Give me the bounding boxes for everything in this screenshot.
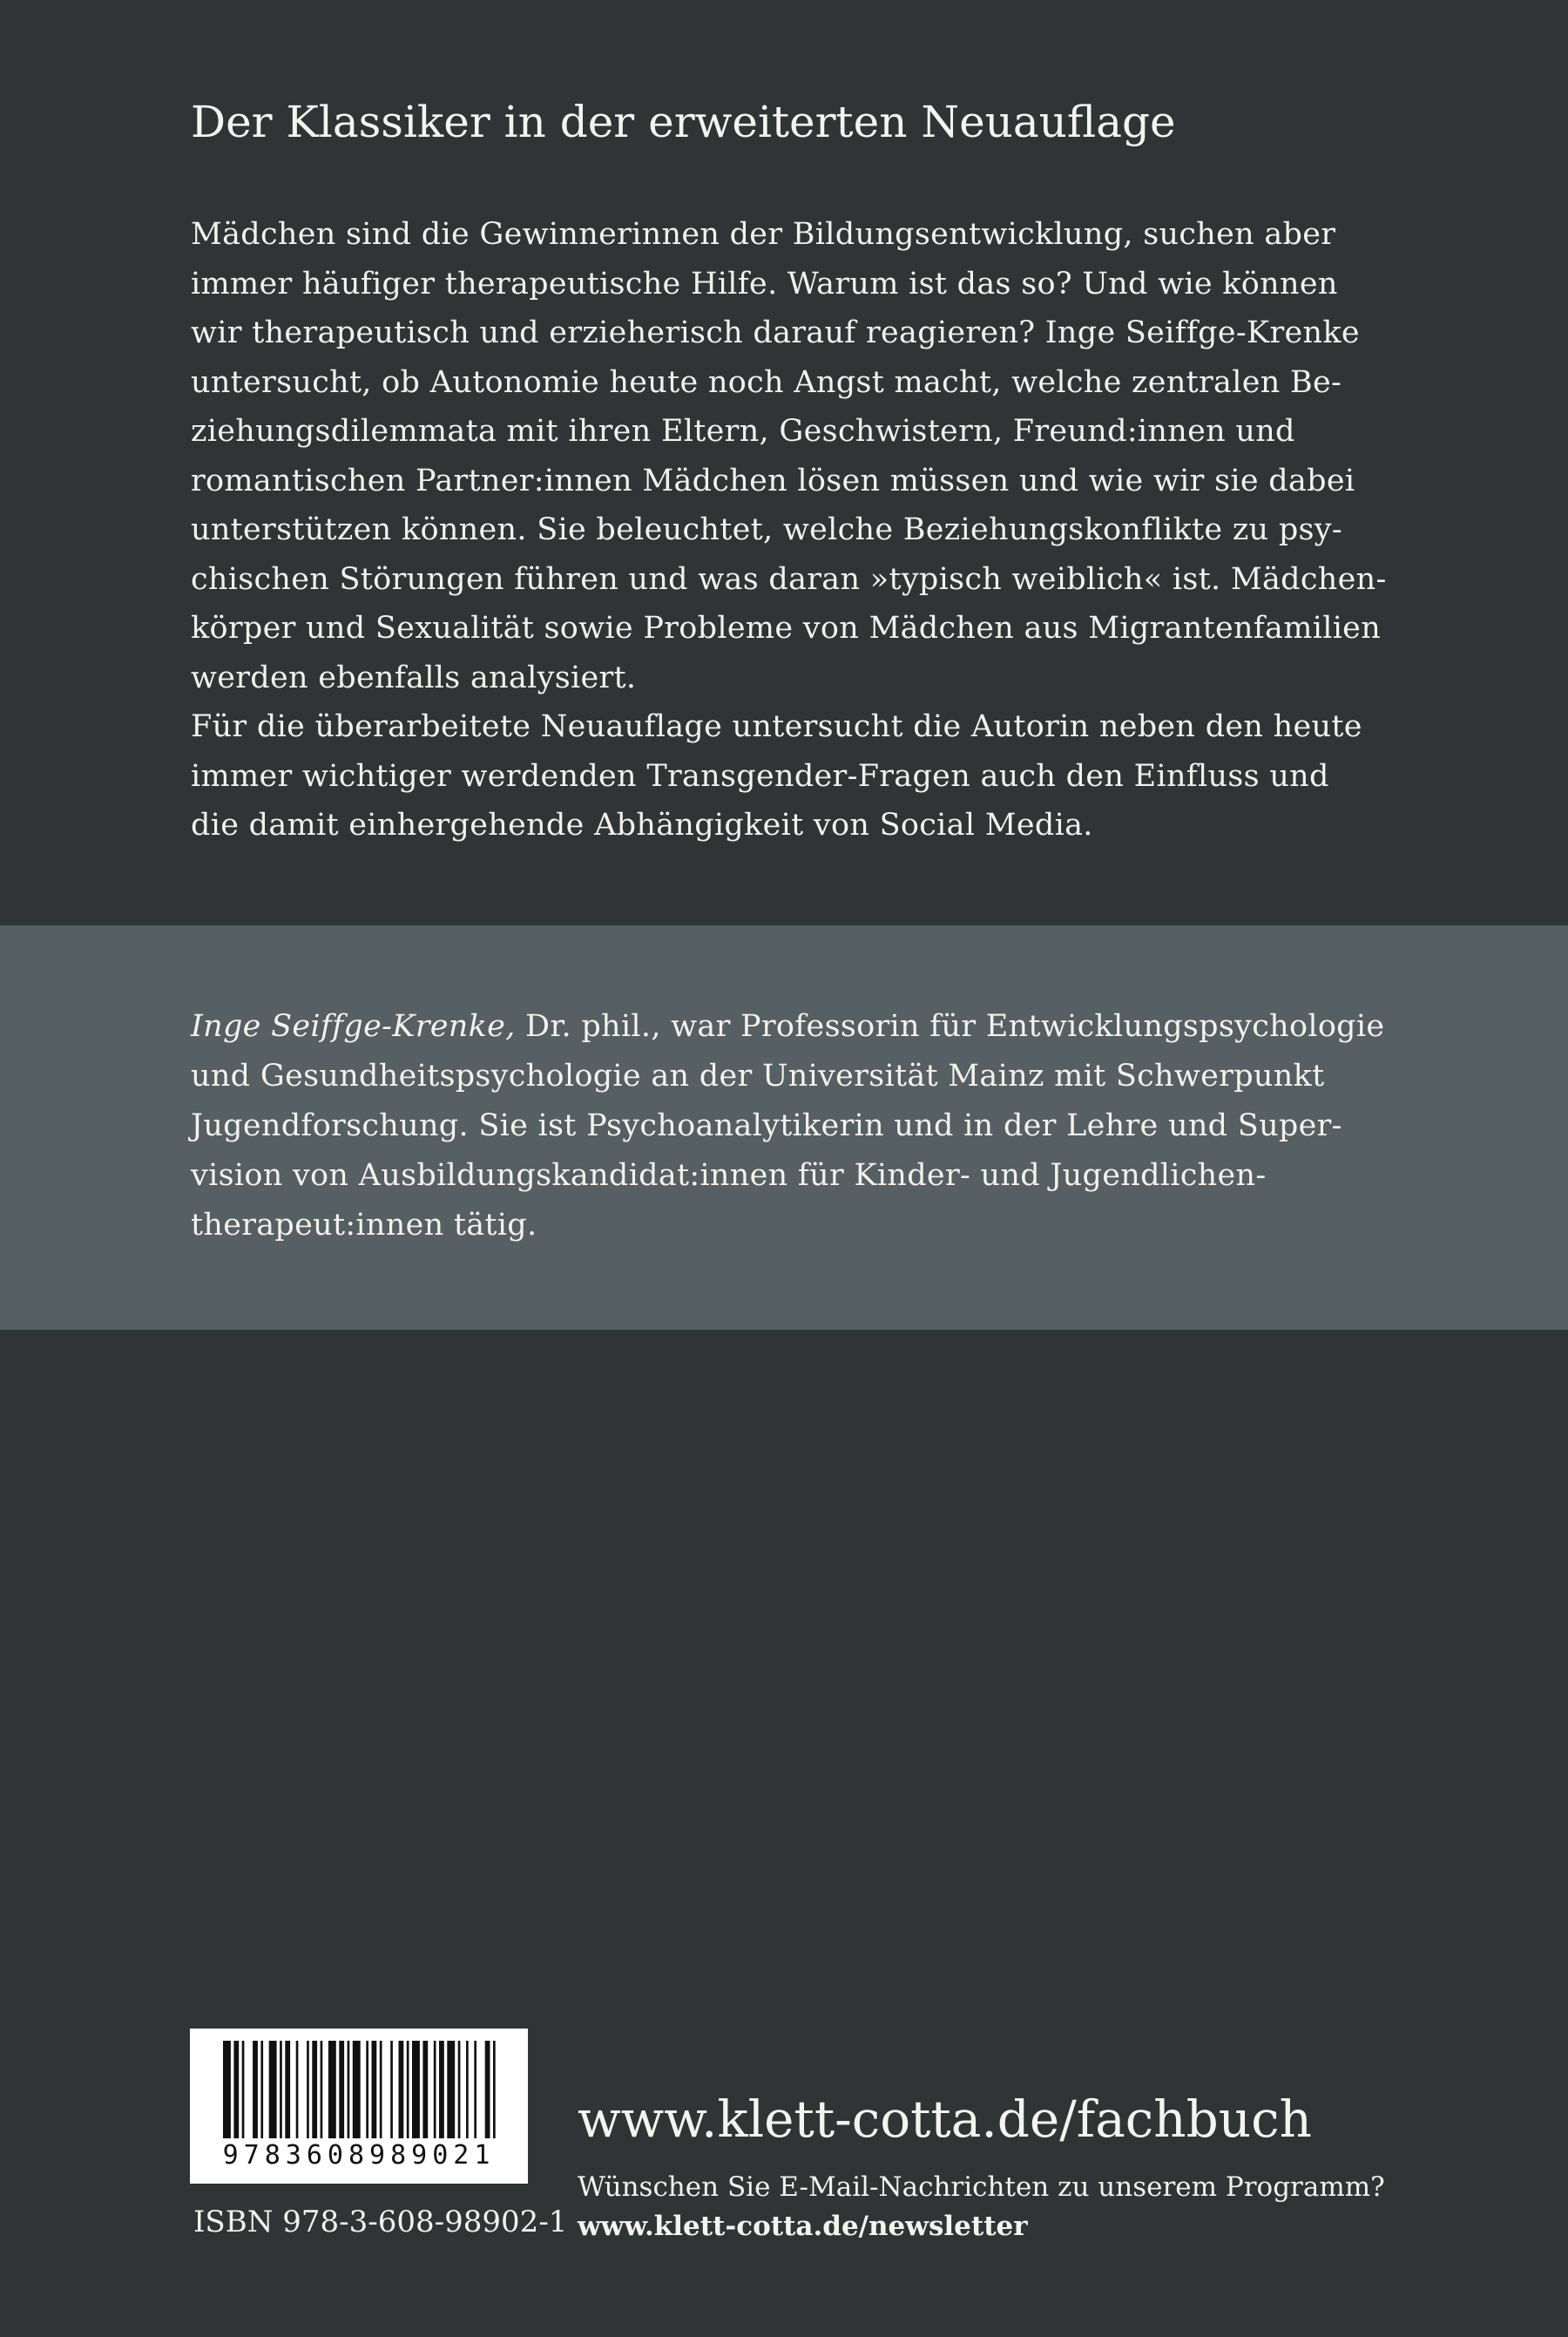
isbn: ISBN 978-3-608-98902-1: [193, 2205, 568, 2239]
author-name: Inge Seiffge-Krenke,: [191, 1009, 516, 1044]
barcode-bar: [412, 2041, 420, 2138]
barcode-digits: 9783608989021: [222, 2140, 496, 2171]
barcode-bar: [485, 2041, 490, 2138]
blurb-section: [0, 0, 1568, 924]
author-bio: [191, 1002, 1436, 1250]
barcode-bar: [434, 2041, 436, 2138]
barcode-bar: [233, 2041, 239, 2138]
barcode-bar: [321, 2041, 323, 2138]
barcode-bar: [439, 2041, 444, 2138]
barcode-bar: [366, 2041, 368, 2138]
description-line: immer häufiger therapeutische Hilfe. Warum ist das so? Und wie können: [191, 266, 1338, 301]
description-line: immer wichtiger werdenden Transgender-Fragen auch den Einfluss und: [191, 758, 1329, 794]
headline: Der Klassiker in der erweiterten Neuauflage: [191, 97, 1176, 147]
barcode-bar: [223, 2041, 231, 2138]
barcode-bar: [447, 2041, 455, 2138]
barcode-bar: [312, 2041, 317, 2138]
description-line: die damit einhergehende Abhängigkeit von Social Media.: [191, 808, 1093, 843]
barcode-bar: [353, 2041, 361, 2138]
barcode-bar: [493, 2041, 496, 2138]
barcode-bar: [372, 2041, 377, 2138]
description-line: romantischen Partner:innen Mädchen lösen müssen und wie wir sie dabei: [191, 463, 1355, 498]
newsletter-link[interactable]: www.klett-cotta.de/newsletter: [578, 2211, 1028, 2242]
book-description: [191, 210, 1436, 850]
description-line: chischen Störungen führen und was daran »typisch weiblich« ist. Mädchen-: [191, 561, 1387, 597]
bio-line: therapeut:innen tätig.: [191, 1208, 537, 1243]
description-line: werden ebenfalls analysiert.: [191, 660, 637, 695]
barcode-bar: [269, 2041, 277, 2138]
barcode-bar: [348, 2041, 350, 2138]
barcode-bar: [285, 2041, 290, 2138]
bio-first-line-text: Dr. phil., war Professorin für Entwicklungspsychologie: [515, 1009, 1385, 1044]
barcode: [190, 2029, 528, 2184]
barcode-bar: [399, 2041, 404, 2138]
barcode-bar: [339, 2041, 344, 2138]
barcode-bar: [242, 2041, 245, 2138]
barcode-bar: [466, 2041, 469, 2138]
barcode-bar: [422, 2041, 428, 2138]
description-line: Mädchen sind die Gewinnerinnen der Bildungsentwicklung, suchen aber: [191, 217, 1336, 252]
barcode-bar: [307, 2041, 309, 2138]
barcode-bar: [474, 2041, 476, 2138]
publisher-website[interactable]: www.klett-cotta.de/fachbuch: [578, 2090, 1312, 2149]
description-line: wir therapeutisch und erzieherisch darauf reagieren? Inge Seiffge-Krenke: [191, 315, 1360, 350]
description-line: Für die überarbeitete Neuauflage untersucht die Autorin neben den heute: [191, 709, 1362, 744]
barcode-bar: [328, 2041, 336, 2138]
barcode-bar: [380, 2041, 382, 2138]
description-line: unterstützen können. Sie beleuchtet, welche Beziehungskonflikte zu psy-: [191, 512, 1342, 547]
bio-line: Jugendforschung. Sie ist Psychoanalytikerin und in der Lehre und Super-: [191, 1108, 1342, 1143]
barcode-bar: [458, 2041, 461, 2138]
barcode-bar: [390, 2041, 393, 2138]
bio-line: [191, 1002, 1436, 1052]
bio-line: und Gesundheitspsychologie an der Universität Mainz mit Schwerpunkt: [191, 1059, 1325, 1094]
barcode-bar: [260, 2041, 263, 2138]
barcode-bar: [407, 2041, 409, 2138]
description-line: untersucht, ob Autonomie heute noch Angst macht, welche zentralen Be-: [191, 364, 1342, 400]
bio-line: vision von Ausbildungskandidat:innen für Kinder- und Jugendlichen-: [191, 1158, 1267, 1193]
newsletter-prompt: Wünschen Sie E-Mail-Nachrichten zu unserem Programm?: [578, 2171, 1385, 2203]
barcode-bar: [280, 2041, 282, 2138]
barcode-bar: [253, 2041, 258, 2138]
description-line: ziehungsdilemmata mit ihren Eltern, Geschwistern, Freund:innen und: [191, 414, 1295, 449]
barcode-bar: [296, 2041, 299, 2138]
description-line: körper und Sexualität sowie Probleme von Mädchen aus Migrantenfamilien: [191, 611, 1382, 646]
